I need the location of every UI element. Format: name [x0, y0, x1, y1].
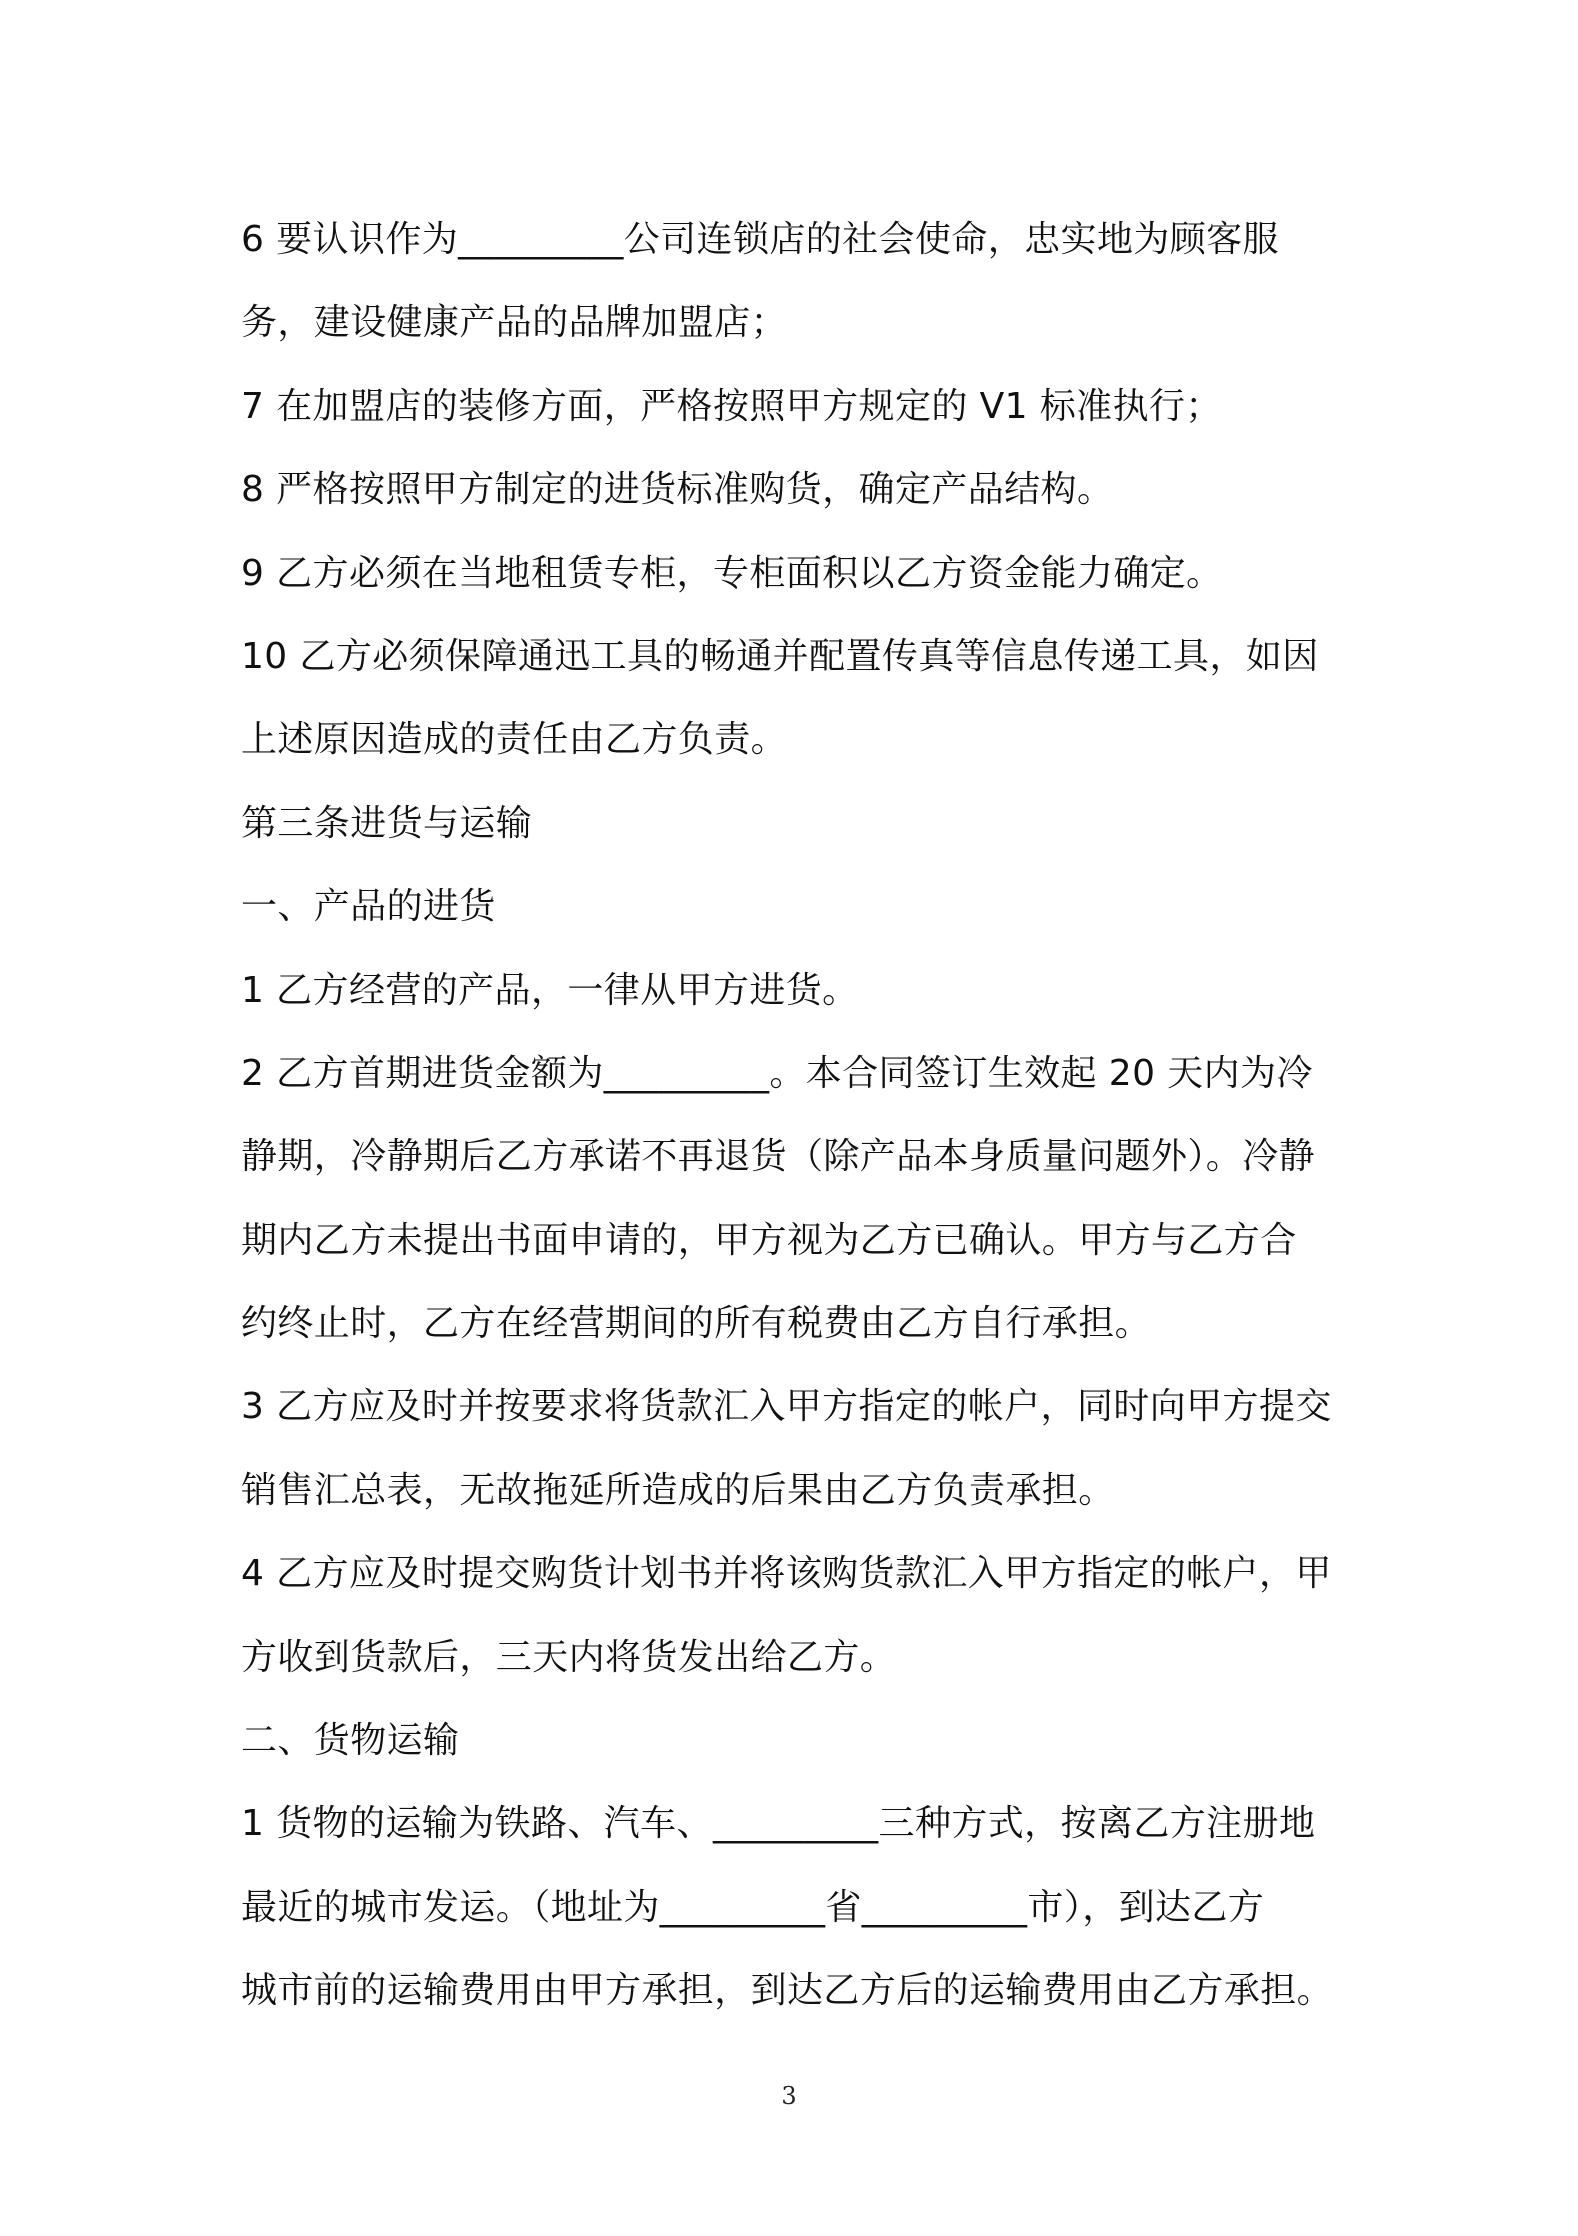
text-line: 1 货物的运输为铁路、汽车、_________三种方式，按离乙方注册地 — [241, 1803, 1316, 1845]
text-line: 1 乙方经营的产品，一律从甲方进货。 — [241, 969, 859, 1011]
text-line: 城市前的运输费用由甲方承担，到达乙方后的运输费用由乙方承担。 — [241, 1970, 1334, 2012]
document-body — [241, 198, 1361, 2033]
text-line: 6 要认识作为_________公司连锁店的社会使命，忠实地为顾客服 — [241, 219, 1279, 260]
text-line: 4 乙方应及时提交购货计划书并将该购货款汇入甲方指定的帐户，甲 — [241, 1553, 1332, 1595]
text-line: 最近的城市发运。（地址为_________省_________市），到达乙方 — [241, 1886, 1265, 1928]
text-line: 务，建设健康产品的品牌加盟店； — [241, 302, 788, 344]
text-line: 方收到货款后，三天内将货发出给乙方。 — [241, 1636, 897, 1678]
text-line: 上述原因造成的责任由乙方负责。 — [241, 719, 788, 761]
text-line: 3 乙方应及时并按要求将货款汇入甲方指定的帐户，同时向甲方提交 — [241, 1386, 1332, 1428]
text-line: 7 在加盟店的装修方面，严格按照甲方规定的 V1 标准执行； — [241, 385, 1222, 427]
text-line: 静期，冷静期后乙方承诺不再退货（除产品本身质量问题外）。冷静 — [241, 1136, 1316, 1178]
subsection-heading: 二、货物运输 — [241, 1720, 460, 1762]
text-line: 销售汇总表，无故拖延所造成的后果由乙方负责承担。 — [241, 1469, 1115, 1511]
text-line: 期内乙方未提出书面申请的，甲方视为乙方已确认。甲方与乙方合 — [241, 1219, 1297, 1261]
section-heading: 第三条进货与运输 — [241, 802, 533, 844]
page-number: 3 — [781, 2082, 797, 2110]
text-line: 8 严格按照甲方制定的进货标准购货，确定产品结构。 — [241, 469, 1114, 511]
text-line: 10 乙方必须保障通迅工具的畅通并配置传真等信息传递工具，如因 — [241, 635, 1319, 677]
subsection-heading: 一、产品的进货 — [241, 886, 496, 928]
text-line: 9 乙方必须在当地租赁专柜，专柜面积以乙方资金能力确定。 — [241, 552, 1223, 594]
text-line: 约终止时，乙方在经营期间的所有税费由乙方自行承担。 — [241, 1303, 1152, 1345]
text-line: 2 乙方首期进货金额为_________。本合同签订生效起 20 天内为冷 — [241, 1052, 1313, 1094]
